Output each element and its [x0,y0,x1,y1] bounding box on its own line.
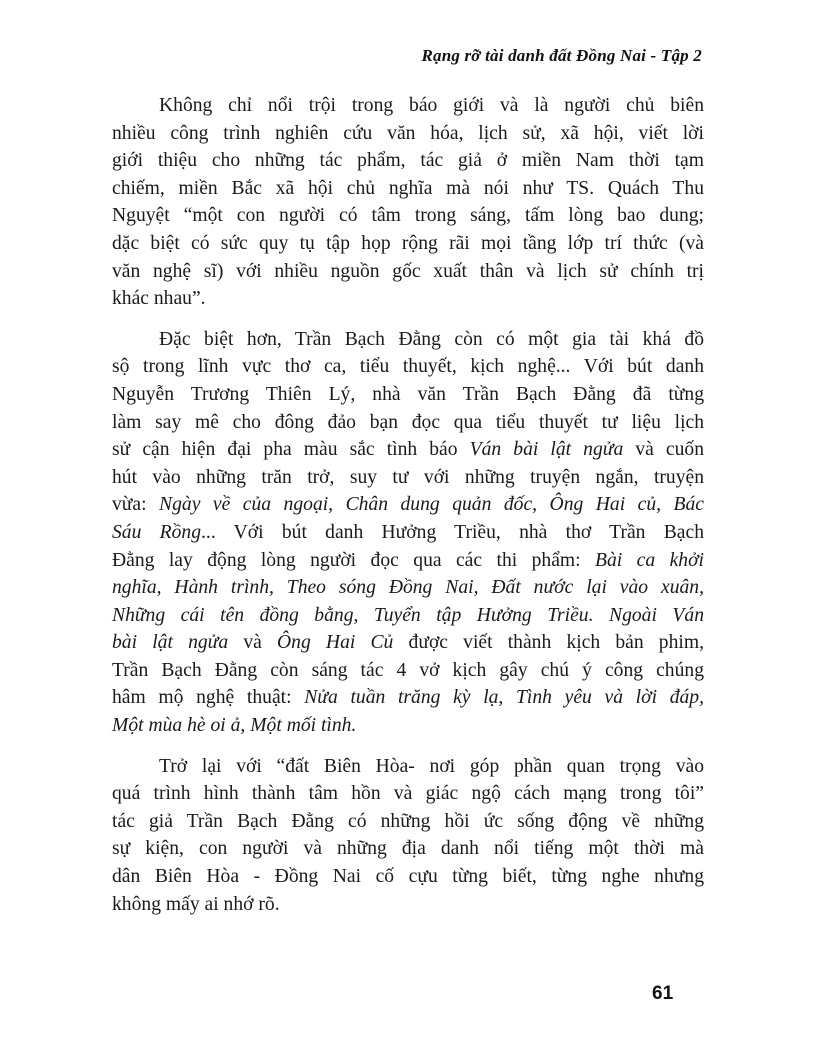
text-run: quá trình hình thành tâm hồn và giác ngộ cách mạng trong tôi” [112,783,704,805]
text-line [112,753,704,781]
italic-title: nghĩa, Hành trình, Theo sóng Đồng Nai, Đất nước lại vào xuân, [112,577,704,599]
text-line [112,891,704,919]
text-line [112,629,704,657]
italic-title: Nửa tuần trăng kỳ lạ, Tình yêu và lời đáp, [304,687,704,709]
text-line [112,147,704,175]
text-line [112,230,704,258]
text-run: Trần Bạch Đằng còn sáng tác 4 vở kịch gây chú ý công chúng [112,659,704,681]
text-run: Nguyễn Trương Thiên Lý, nhà văn Trần Bạch Đằng đã từng [112,383,704,405]
italic-title: Ông Hai Củ [277,632,394,654]
text-line [112,808,704,836]
italic-title: Sáu Rồng [112,521,202,543]
text-run: làm say mê cho đông đảo bạn đọc qua tiểu thuyết tư liệu lịch [112,411,704,433]
text-line [112,326,704,354]
text-line [112,381,704,409]
page-number: 61 [652,983,674,1004]
text-run: và cuốn [623,439,704,461]
text-run: dặc biệt có sức quy tụ tập họp rộng rãi mọi tầng lớp trí thức (và [112,232,704,254]
text-run: tác giả Trần Bạch Đằng có những hồi ức sống động về những [112,810,704,832]
text-line [112,409,704,437]
text-run: văn nghệ sĩ) với nhiều nguồn gốc xuất thân và lịch sử chính trị [112,260,704,282]
italic-title: bài lật ngửa [112,632,229,654]
text-run: và [228,632,277,654]
text-run: sự kiện, con người và những địa danh nổi tiếng một thời mà [112,838,704,860]
text-line [112,202,704,230]
text-line [112,835,704,863]
paragraph [112,326,704,740]
text-line [112,574,704,602]
body-text [112,92,704,931]
text-line [112,285,704,313]
text-run: Nguyệt “một con người có tâm trong sáng, tấm lòng bao dung; [112,205,704,227]
text-line [112,519,704,547]
italic-title: Ván bài lật ngửa [469,439,624,461]
text-line [112,120,704,148]
text-line [112,491,704,519]
text-run: hút vào những trăn trở, suy tư với những truyện ngắn, truyện [112,466,704,488]
text-run: khác nhau”. [112,288,206,310]
text-line [112,780,704,808]
italic-title: Một mùa hè oi ả, Một mối tình. [112,715,357,737]
text-run: giới thiệu cho những tác phẩm, tác giả ở miền Nam thời tạm [112,150,704,172]
text-run: không mấy ai nhớ rõ. [112,893,280,915]
text-run: sử cận hiện đại pha màu sắc tình báo [112,439,470,461]
text-line [112,258,704,286]
text-run: vừa: [112,494,160,516]
text-line [112,353,704,381]
text-line [112,712,704,740]
text-run: hâm mộ nghệ thuật: [112,687,305,709]
text-run: Đặc biệt hơn, Trần Bạch Đằng còn có một gia tài khá đồ [159,328,704,350]
text-run: được viết thành kịch bản phim, [393,632,704,654]
text-line [112,863,704,891]
italic-title: Ngày về của ngoại, Chân dung quản đốc, Ông Hai củ, Bác [159,494,704,516]
text-run: sộ trong lĩnh vực thơ ca, tiểu thuyết, kịch nghệ... Với bút danh [112,356,704,378]
text-run: dân Biên Hòa - Đồng Nai cố cựu từng biết, từng nghe nhưng [112,866,704,888]
text-run: Đằng lay động lòng người đọc qua các thi phẩm: [112,549,596,571]
text-line [112,436,704,464]
text-run: Không chỉ nổi trội trong báo giới và là người chủ biên [159,95,704,116]
text-line [112,464,704,492]
text-run: chiếm, miền Bắc xã hội chủ nghĩa mà nói như TS. Quách Thu [112,177,704,199]
italic-title: Những cái tên đồng bằng, Tuyển tập Hưởng Triều. Ngoài Ván [112,604,704,626]
text-line [112,684,704,712]
text-line [112,175,704,203]
text-run: Trở lại với “đất Biên Hòa- nơi góp phần quan trọng vào [159,755,704,777]
paragraph [112,753,704,919]
text-line [112,92,704,120]
text-run: nhiều công trình nghiên cứu văn hóa, lịch sử, xã hội, viết lời [112,122,704,144]
text-line [112,547,704,575]
text-line [112,602,704,630]
italic-title: Bài ca khởi [595,549,704,571]
text-line [112,657,704,685]
paragraph [112,92,704,313]
text-run: ... Với bút danh Hưởng Triều, nhà thơ Trần Bạch [201,521,704,543]
running-header: Rạng rỡ tài danh đất Đồng Nai - Tập 2 [421,46,702,65]
